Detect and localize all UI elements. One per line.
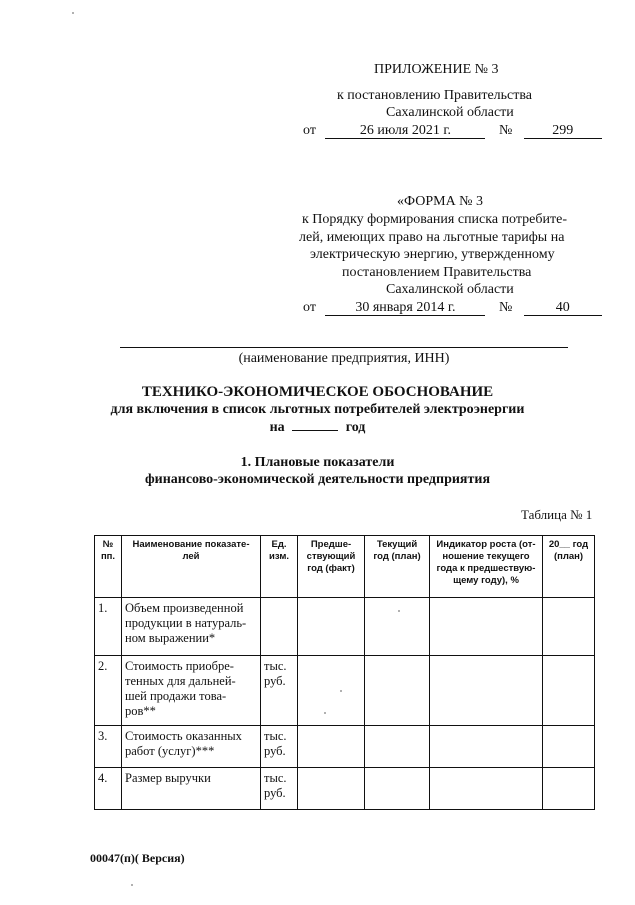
table-row: [95, 726, 595, 768]
table-row: [95, 768, 595, 810]
section-title-2: финансово-экономической деятельности предприятия: [144, 472, 491, 487]
cell-current-year: [365, 726, 430, 768]
form-line-3: электрическую энергию, утвержденному: [310, 247, 555, 262]
cell-current-year: [365, 598, 430, 656]
form-line-4: постановлением Правительства: [342, 265, 532, 280]
form-line-2: лей, имеющих право на льготные тарифы на: [299, 230, 565, 245]
form-number-label: №: [498, 300, 513, 315]
header-current-year: Текущий год (план): [365, 536, 430, 598]
cell-current-year: [365, 768, 430, 810]
indicators-table: [94, 535, 595, 810]
scan-speck: [131, 884, 133, 886]
form-number: 40: [524, 300, 602, 316]
table-row: [95, 598, 595, 656]
appendix-date-row: [303, 123, 602, 139]
form-line-1: к Порядку формирования списка потребите-: [302, 212, 567, 227]
cell-growth-indicator: [430, 726, 543, 768]
heading-title: ТЕХНИКО-ЭКОНОМИЧЕСКОЕ ОБОСНОВАНИЕ: [141, 384, 494, 400]
header-plan-year: 20__ год (план): [543, 536, 595, 598]
header-name: Наименование показате- лей: [122, 536, 261, 598]
row-name: Стоимость приобре- тенных для дальней- шей продажи това- ров**: [122, 656, 261, 726]
header-previous-year: Предше- ствующий год (факт): [298, 536, 365, 598]
enterprise-fill-line: [120, 347, 568, 348]
form-title: «ФОРМА № 3: [397, 194, 484, 209]
enterprise-caption: (наименование предприятия, ИНН): [238, 351, 450, 366]
form-line-5: Сахалинской области: [386, 282, 514, 297]
row-name: Объем произведенной продукции в натураль- ном выражении*: [122, 598, 261, 656]
header-num: № пп.: [95, 536, 122, 598]
row-unit: тыс. руб.: [261, 656, 298, 726]
heading-year-row: [0, 420, 635, 436]
row-num: 3.: [95, 726, 122, 768]
row-num: 4.: [95, 768, 122, 810]
appendix-date: 26 июля 2021 г.: [325, 123, 485, 139]
row-name: Размер выручки: [122, 768, 261, 810]
scan-speck: [72, 12, 74, 14]
appendix-title: ПРИЛОЖЕНИЕ № 3: [374, 62, 499, 77]
heading-year-suffix: год: [345, 420, 366, 435]
appendix-number: 299: [524, 123, 602, 139]
cell-growth-indicator: [430, 768, 543, 810]
row-unit: тыс. руб.: [261, 768, 298, 810]
form-date: 30 января 2014 г.: [325, 300, 485, 316]
scan-speck: [340, 690, 342, 692]
cell-plan-year: [543, 726, 595, 768]
cell-plan-year: [543, 768, 595, 810]
heading-year-blank: [292, 430, 338, 431]
cell-current-year: [365, 656, 430, 726]
appendix-from-label: от: [303, 123, 316, 138]
form-from-label: от: [303, 300, 316, 315]
header-growth-indicator: Индикатор роста (от- ношение текущего года к предшествую- щему году), %: [430, 536, 543, 598]
cell-growth-indicator: [430, 598, 543, 656]
table-header-row: [95, 536, 595, 598]
table-row: [95, 656, 595, 726]
row-num: 2.: [95, 656, 122, 726]
scan-speck: [398, 610, 400, 612]
heading-subtitle: для включения в список льготных потребителей электроэнергии: [110, 402, 525, 417]
footer-code: 00047(п)( Версия): [90, 851, 185, 865]
cell-previous-year: [298, 598, 365, 656]
cell-plan-year: [543, 598, 595, 656]
appendix-line-1: к постановлению Правительства: [337, 88, 533, 103]
table-label: Таблица № 1: [521, 507, 593, 522]
appendix-line-2: Сахалинской области: [386, 105, 514, 120]
heading-year-prefix: на: [269, 420, 285, 435]
cell-previous-year: [298, 656, 365, 726]
row-num: 1.: [95, 598, 122, 656]
cell-previous-year: [298, 768, 365, 810]
appendix-number-label: №: [498, 123, 513, 138]
cell-growth-indicator: [430, 656, 543, 726]
row-name: Стоимость оказанных работ (услуг)***: [122, 726, 261, 768]
scan-speck: [324, 712, 326, 714]
header-unit: Ед. изм.: [261, 536, 298, 598]
form-date-row: [303, 300, 602, 316]
row-unit: [261, 598, 298, 656]
cell-plan-year: [543, 656, 595, 726]
row-unit: тыс. руб.: [261, 726, 298, 768]
cell-previous-year: [298, 726, 365, 768]
section-title-1: 1. Плановые показатели: [240, 455, 395, 470]
